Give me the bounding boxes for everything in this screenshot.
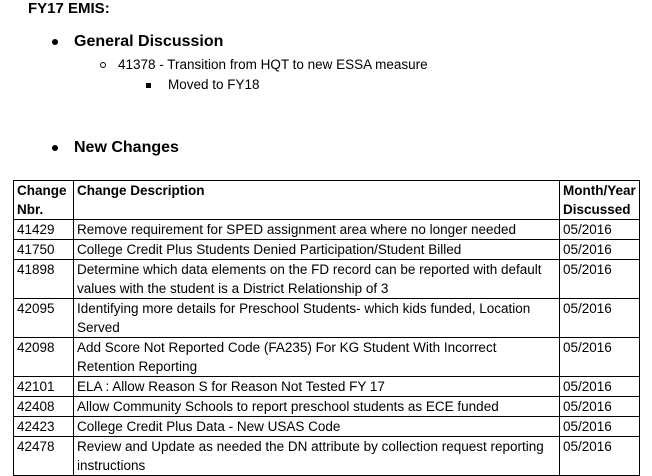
cell-change-nbr: 42101 [14, 377, 74, 397]
table-row [14, 377, 640, 397]
table-row [14, 299, 640, 338]
hollow-bullet-icon [100, 62, 106, 68]
table-row [14, 240, 640, 260]
cell-change-nbr: 42408 [14, 397, 74, 417]
document-heading: FY17 EMIS: [28, 0, 110, 17]
general-discussion-bullet [52, 32, 223, 52]
cell-change-description: Add Score Not Reported Code (FA235) For KG Student With Incorrect Retention Reporting [74, 338, 560, 377]
header-change-nbr: Change Nbr. [14, 181, 74, 220]
cell-change-description: Review and Update as needed the DN attribute by collection request reporting instructions [74, 437, 560, 476]
cell-month-year: 05/2016 [560, 417, 640, 437]
filled-bullet-icon [52, 39, 58, 45]
cell-change-description: Determine which data elements on the FD record can be reported with default values with the student is a District Relationship of 3 [74, 260, 560, 299]
cell-month-year: 05/2016 [560, 220, 640, 240]
header-change-description: Change Description [74, 181, 560, 220]
cell-change-description: ELA : Allow Reason S for Reason Not Tested FY 17 [74, 377, 560, 397]
cell-month-year: 05/2016 [560, 397, 640, 417]
table-row [14, 260, 640, 299]
new-changes-title: New Changes [74, 139, 179, 156]
cell-month-year: 05/2016 [560, 260, 640, 299]
cell-month-year: 05/2016 [560, 299, 640, 338]
cell-change-nbr: 42423 [14, 417, 74, 437]
cell-change-nbr: 41898 [14, 260, 74, 299]
cell-change-description: College Credit Plus Data - New USAS Code [74, 417, 560, 437]
cell-change-description: Identifying more details for Preschool Students- which kids funded, Location Served [74, 299, 560, 338]
table-row [14, 417, 640, 437]
changes-table [13, 180, 640, 476]
filled-bullet-icon [52, 145, 58, 151]
cell-change-description: College Credit Plus Students Denied Participation/Student Billed [74, 240, 560, 260]
table-row [14, 220, 640, 240]
cell-change-nbr: 41750 [14, 240, 74, 260]
cell-month-year: 05/2016 [560, 437, 640, 476]
square-bullet-icon [146, 83, 151, 88]
table-row [14, 338, 640, 377]
cell-month-year: 05/2016 [560, 338, 640, 377]
general-discussion-subitem-text: Moved to FY18 [168, 77, 260, 92]
cell-change-nbr: 42478 [14, 437, 74, 476]
header-month-year: Month/Year Discussed [560, 181, 640, 220]
table-header-row [14, 181, 640, 220]
cell-change-description: Remove requirement for SPED assignment area where no longer needed [74, 220, 560, 240]
general-discussion-subitem [146, 76, 260, 94]
cell-change-description: Allow Community Schools to report preschool students as ECE funded [74, 397, 560, 417]
new-changes-bullet [52, 138, 179, 158]
cell-month-year: 05/2016 [560, 240, 640, 260]
general-discussion-title: General Discussion [74, 33, 224, 50]
cell-change-nbr: 42095 [14, 299, 74, 338]
cell-change-nbr: 41429 [14, 220, 74, 240]
cell-change-nbr: 42098 [14, 338, 74, 377]
general-discussion-item-text: 41378 - Transition from HQT to new ESSA measure [118, 57, 428, 72]
table-row [14, 397, 640, 417]
general-discussion-item [100, 56, 428, 74]
cell-month-year: 05/2016 [560, 377, 640, 397]
